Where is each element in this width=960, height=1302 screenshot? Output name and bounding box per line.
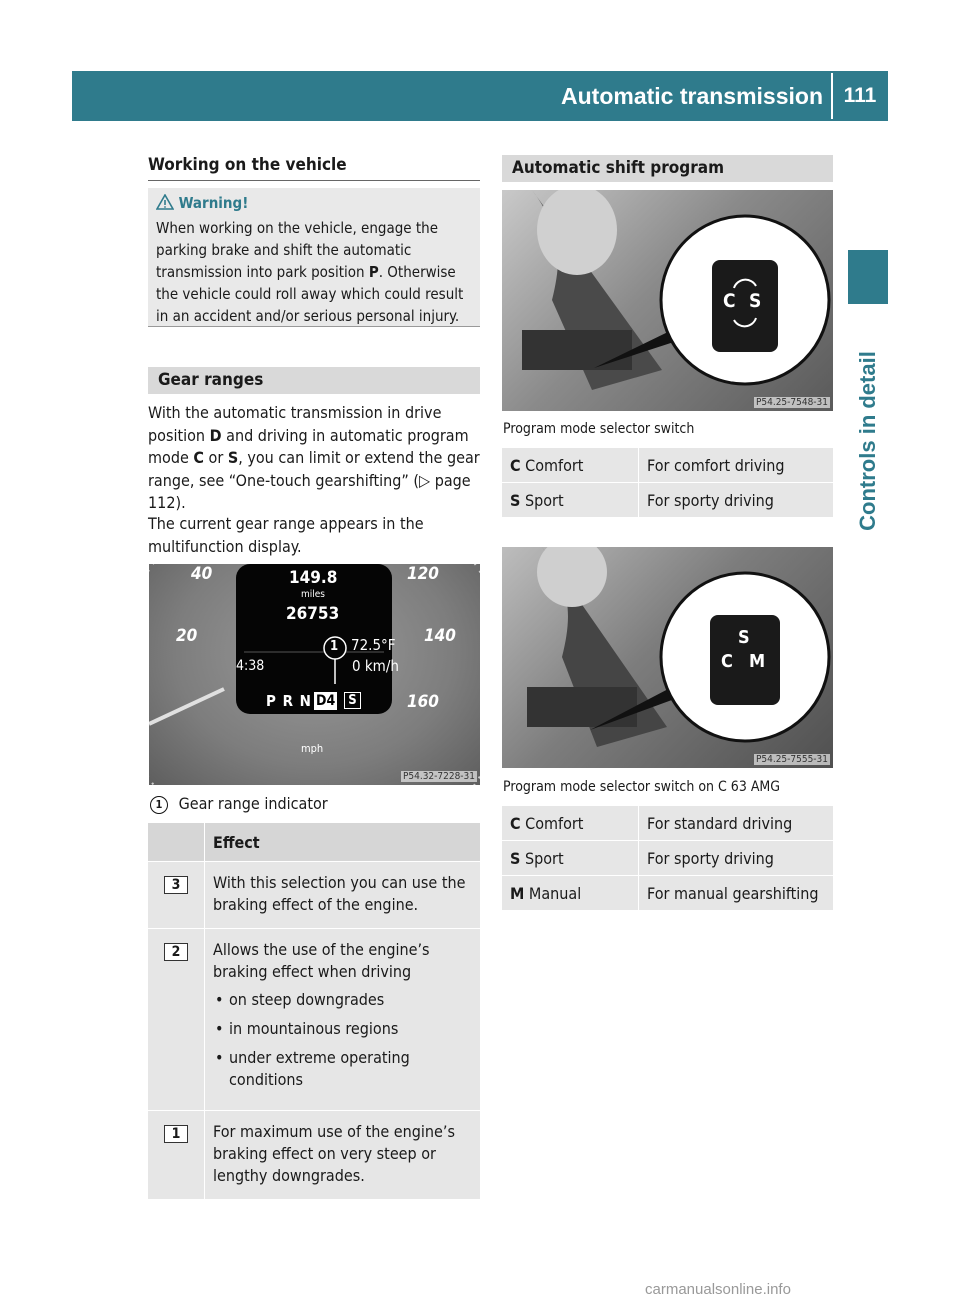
mode-key: M bbox=[510, 883, 525, 903]
caption-photo1: Program mode selector switch bbox=[503, 421, 695, 437]
mode-label: Comfort bbox=[520, 813, 584, 833]
warning-text-2: . Otherwise the vehicle could roll away which could result in an accident and/or serious personal injury. bbox=[156, 263, 464, 325]
mph-label: mph bbox=[301, 742, 324, 755]
desc-cell: For standard driving bbox=[639, 806, 833, 840]
warning-text-1: When working on the vehicle, engage the parking brake and shift the automatic transmission into park position bbox=[156, 219, 439, 281]
button-label-m: M bbox=[749, 651, 766, 672]
program-table-2 bbox=[502, 806, 833, 910]
text-bold: C bbox=[193, 448, 204, 467]
gear-ranges-para2: The current gear range appears in the multifunction display. bbox=[148, 514, 424, 556]
list-item: • in mountainous regions bbox=[213, 1018, 472, 1040]
table-row bbox=[148, 928, 480, 1110]
header-cell-effect: Effect bbox=[205, 823, 480, 861]
page-ref-link: ▷ page 112). bbox=[148, 470, 471, 512]
table-row bbox=[502, 448, 833, 482]
section-title-working: Working on the vehicle bbox=[148, 155, 480, 181]
amg-selector-graphic bbox=[502, 547, 833, 768]
text: and driving in automatic program mode bbox=[148, 425, 469, 467]
odometer: 26753 bbox=[286, 604, 340, 624]
button-label-s: S bbox=[738, 627, 750, 648]
mode-label: Manual bbox=[524, 883, 582, 903]
warning-text-bold: P bbox=[368, 263, 379, 281]
table-header-row bbox=[148, 823, 480, 861]
text: , you can limit or extend the gear range, see “One-touch gearshifting” ( bbox=[148, 448, 480, 490]
mode-label: Sport bbox=[520, 848, 564, 868]
program-table-1 bbox=[502, 448, 833, 517]
speed-label-160: 160 bbox=[407, 692, 439, 712]
warning-triangle-icon bbox=[156, 194, 174, 210]
mode-key: S bbox=[510, 848, 521, 868]
caption-photo2: Program mode selector switch on C 63 AMG bbox=[503, 779, 781, 795]
side-tab-marker bbox=[848, 250, 888, 304]
warning-title: Warning! bbox=[178, 194, 249, 212]
gear-key-icon: 2 bbox=[164, 943, 188, 961]
text: With the automatic transmission in drive position bbox=[148, 403, 442, 445]
gear-prn: P R N bbox=[266, 692, 312, 710]
desc-cell: For sporty driving bbox=[639, 840, 833, 875]
header-separator bbox=[831, 73, 833, 119]
mode-cell bbox=[502, 840, 639, 875]
gear-ranges-title: Gear ranges bbox=[148, 367, 480, 394]
desc-cell: For manual gearshifting bbox=[639, 875, 833, 910]
mode-key: C bbox=[510, 455, 521, 475]
gear-key-icon: 1 bbox=[164, 1125, 188, 1143]
mode-cell bbox=[502, 806, 639, 840]
image-ref-photo1: P54.25-7548-31 bbox=[755, 397, 828, 408]
text-bold: D bbox=[209, 425, 222, 445]
effect-cell bbox=[205, 928, 480, 1110]
side-tab bbox=[848, 318, 888, 563]
table-row bbox=[502, 482, 833, 517]
gear-ranges-para1 bbox=[148, 402, 482, 515]
text-bold: S bbox=[227, 448, 239, 467]
trip-meter: 149.8 bbox=[289, 568, 338, 588]
button-label-c: C bbox=[721, 651, 733, 672]
button-label-c: C bbox=[723, 290, 736, 312]
table-row bbox=[148, 1110, 480, 1199]
speed-readout: 0 km/h bbox=[352, 657, 399, 675]
speed-label-140: 140 bbox=[424, 626, 456, 646]
table-row bbox=[502, 875, 833, 910]
mode-label: Comfort bbox=[520, 455, 584, 475]
side-tab-label: Controls in detail bbox=[855, 350, 880, 531]
watermark: carmanualsonline.info bbox=[645, 1281, 791, 1298]
speed-label-120: 120 bbox=[407, 564, 439, 584]
gear-program-s: S bbox=[344, 692, 361, 709]
mode-cell bbox=[502, 875, 639, 910]
text: or bbox=[203, 448, 228, 467]
mode-label: Sport bbox=[520, 490, 564, 510]
trip-unit: miles bbox=[301, 589, 325, 600]
key-cell bbox=[148, 861, 205, 928]
table-row bbox=[502, 806, 833, 840]
selector-graphic bbox=[502, 190, 833, 411]
clock: 4:38 bbox=[236, 658, 265, 674]
table-row bbox=[502, 840, 833, 875]
instrument-cluster-image bbox=[149, 564, 480, 785]
table-row bbox=[148, 861, 480, 928]
callout-number: 1 bbox=[150, 796, 168, 814]
effect-table bbox=[148, 823, 480, 1199]
mode-cell bbox=[502, 482, 639, 517]
key-cell bbox=[148, 1110, 205, 1199]
effect-cell: For maximum use of the engine’s braking effect on very steep or lengthy downgrades. bbox=[205, 1110, 480, 1199]
speed-label-20: 20 bbox=[176, 626, 198, 646]
warning-header bbox=[156, 193, 248, 212]
header-title: Automatic transmission bbox=[561, 83, 823, 109]
list-item: • under extreme operating conditions bbox=[213, 1047, 472, 1091]
selector-switch-image bbox=[502, 190, 833, 411]
amg-selector-image bbox=[502, 547, 833, 768]
key-cell bbox=[148, 928, 205, 1110]
list-item: • on steep downgrades bbox=[213, 989, 472, 1011]
gear-box-active: D4 bbox=[316, 693, 336, 709]
mode-key: C bbox=[510, 813, 521, 833]
desc-cell: For comfort driving bbox=[639, 448, 833, 482]
warning-body bbox=[156, 217, 476, 327]
mode-key: S bbox=[510, 490, 521, 510]
auto-shift-title: Automatic shift program bbox=[502, 155, 833, 182]
page-number: 111 bbox=[843, 84, 877, 107]
gear-key-icon: 3 bbox=[164, 876, 188, 894]
desc-cell: For sporty driving bbox=[639, 482, 833, 517]
image-ref-photo2: P54.25-7555-31 bbox=[755, 754, 828, 765]
image-ref-cluster: P54.32-7228-31 bbox=[402, 771, 475, 782]
bullet-list bbox=[213, 989, 472, 1091]
effect-cell: With this selection you can use the braking effect of the engine. bbox=[205, 861, 480, 928]
mode-cell bbox=[502, 448, 639, 482]
caption-text: Gear range indicator bbox=[178, 794, 328, 813]
header-cell-empty bbox=[148, 823, 205, 861]
callout-1: 1 bbox=[330, 639, 339, 654]
button-label-s: S bbox=[749, 290, 762, 312]
warning-box bbox=[148, 188, 480, 327]
effect-text: Allows the use of the engine’s braking effect when driving bbox=[213, 940, 430, 981]
caption-cluster bbox=[150, 793, 480, 816]
outside-temp: 72.5°F bbox=[351, 636, 396, 654]
speed-label-40: 40 bbox=[191, 564, 213, 584]
